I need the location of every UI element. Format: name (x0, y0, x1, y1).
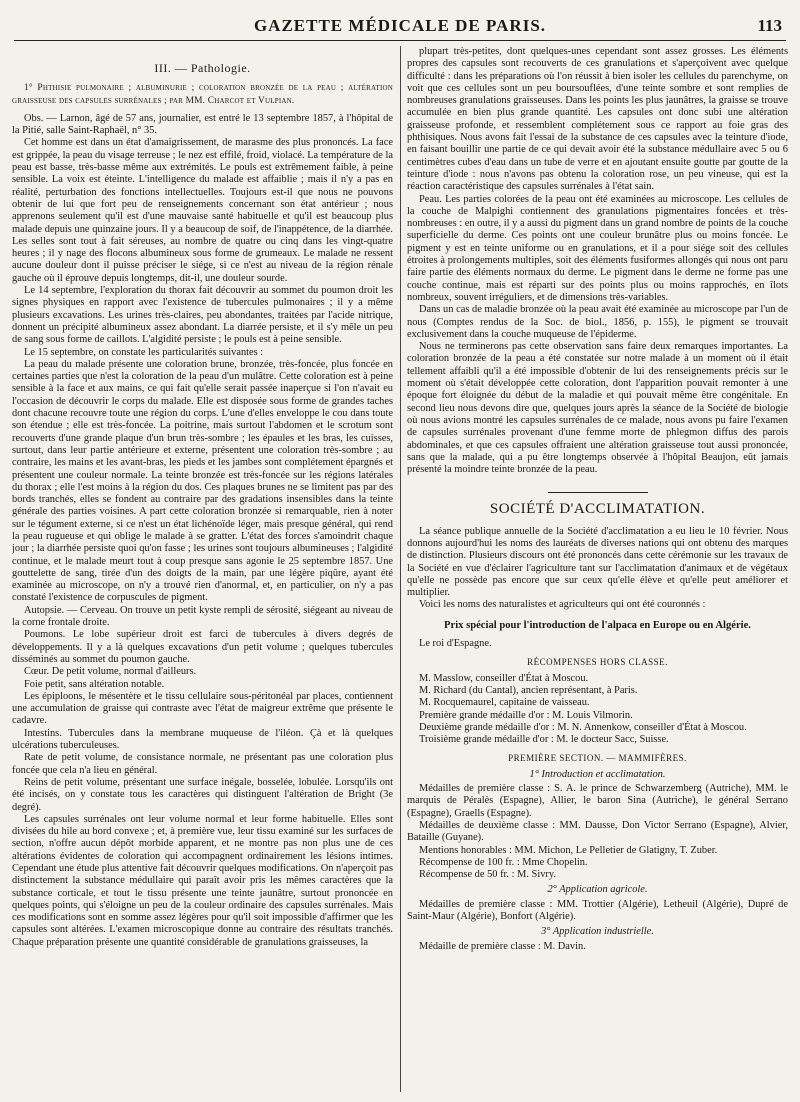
paragraph: Nous ne terminerons pas cette observation sans faire deux remarques importantes. La coloration bronzée de la peau a été constatée sur notre malade à un moment où il était tellement affaibli qu'il a été impossible d'obtenir de lui des renseignements précis sur le moment où s'était développée cette coloration, dont l'apparition pouvait remonter à une époque fort éloignée du début de la maladie et qui pouvait même être congénitale. En second lieu nous devons dire que, quelques jours après la séance de la Société de biologie où nous avions montré les capsules surrénales de ce malade, nous avons pu faire l'examen de capsules surrénales provenant d'une femme morte de phlegmon diffus des parois abdominales, et que ces capsules offraient une altération graisseuse tout aussi prononcée, sans que la malade, qui a pu être longtemps observée à l'hôpital Beaujon, eût jamais présenté la moindre teinte bronzée de la peau. (407, 341, 788, 476)
list-item: M. Richard (du Cantal), ancien représentant, à Paris. (419, 684, 638, 696)
prix-winner: Le roi d'Espagne. (419, 638, 492, 650)
sub3-title: 3° Application industrielle. (541, 926, 654, 938)
list-item: Récompense de 100 fr. : Mme Chopelin. (419, 856, 588, 868)
list-item: M. Masslow, conseiller d'État à Moscou. (419, 672, 589, 684)
list-item: Première grande médaille d'or : M. Louis Vilmorin. (419, 709, 633, 721)
list-item: M. Rocquemaurel, capitaine de vaisseau. (419, 697, 590, 709)
column-divider (400, 46, 401, 1092)
paragraph: Intestins. Tubercules dans la membrane muqueuse de l'iléon. Çà et là quelques ulcérations tuberculeuses. (12, 727, 393, 752)
right-column (407, 46, 788, 1094)
societe-title: SOCIÉTÉ D'ACCLIMATATION. (489, 501, 706, 518)
list-item: Médailles de deuxième classe : MM. Dausse, Don Victor Serrano (Espagne), Alvier, Bataille (Guyane). (407, 819, 788, 844)
list-item: Mentions honorables : MM. Michon, Le Pelletier de Glatigny, T. Zuber. (419, 844, 718, 856)
paragraph: Voici les noms des naturalistes et agriculteurs qui ont été couronnés : (419, 599, 706, 611)
sub3-list (407, 941, 788, 953)
list-item: Médailles de première classe : MM. Trottier (Algérie), Letheuil (Algérie), Dupré de Saint-Maur (Algérie), Bonfort (Algérie). (407, 898, 788, 922)
page-number: 113 (757, 16, 782, 35)
sub2-list (407, 899, 788, 924)
hors-classe-title: RÉCOMPENSES HORS CLASSE. (527, 657, 668, 668)
article-title: 1° Phthisie pulmonaire ; albuminurie ; coloration bronzée de la peau ; altération graisseuse des capsules surrénales ; par MM. Charcot et Vulpian. (12, 83, 393, 106)
section-rule (548, 492, 648, 493)
prix-title: Prix spécial pour l'introduction de l'alpaca en Europe ou en Algérie. (444, 619, 751, 631)
section-title: III. — Pathologie. (154, 61, 251, 75)
paragraph: Les capsules surrénales ont leur volume normal et leur forme habituelle. Elles sont divisées du hile au bord convexe ; et, à première vue, leur tissu examiné sur les surfaces de section, n'offre aucun dépôt morbide apparent, et ne montre pas non plus une de ces altérations évidentes de coloration qui accompagnent ordinairement les lésions intimes. Cependant une étude plus attentive fait découvrir quelques modifications. On n'aperçoit pas distinctement la substance médullaire qui paraît avoir pris les mêmes caractères que la substance corticale, et tout le tissu présente une teinte jaunâtre, surtout prononcée en quelques points, qui s'éloigne un peu de la couleur ordinaire des capsules surrénales. Mais ces modifications sont en somme assez légères pour qu'il soit impossible d'affirmer que les capsules sont altérées. L'examen microscopique donne au contraire des résultats tranchés. Chaque préparation présente une quantité considérable de granulations graisseuses, la (12, 813, 393, 948)
sub1-title: 1° Introduction et acclimatation. (529, 768, 666, 780)
list-item: Troisième grande médaille d'or : M. le docteur Sacc, Suisse. (419, 734, 669, 746)
list-item: Médailles de première classe : S. A. le prince de Schwarzemberg (Autriche), MM. le marquis de Péralès (Espagne), Allier, le baron Sina (Autriche), le général Serrano (Espagne), Graells (Espagne). (407, 783, 788, 819)
paragraph: Peau. Les parties colorées de la peau ont été examinées au microscope. Les cellules de la couche de Malpighi contiennent des granulations pigmentaires foncées et très-nombreuses : en outre, il y a aussi du pigment dans un grand nombre de points de la couche superficielle du derme. Ces points ont une couleur brunâtre plus ou moins foncée. Le pigment y est en teinte uniforme ou en granulations, et il a pour siége soit des cellules étroites à prolongements multiples, soit des éléments fusiformes allongés qui nous ont paru faire partie des éléments normaux du derme. Le pigment dans le derme ne forme pas une couche continue, mais est réparti sur des points plus ou moins rapprochés, en îlots nombreux, souvent irréguliers, et de dimensions très-variables. (407, 193, 788, 303)
paragraph: Dans un cas de maladie bronzée où la peau avait été examinée au microscope par l'un de nous (Comptes rendus de la Soc. de biol., 1856, p. 155), le pigment se trouvait exclusivement dans la couche muqueuse de l'épiderme. (407, 304, 788, 340)
sub1-list (407, 783, 788, 881)
right-paragraphs (407, 46, 788, 476)
paragraph: Rate de petit volume, de consistance normale, ne présentant pas une coloration plus foncée que cela n'a lieu en général. (12, 752, 393, 776)
paragraph: La peau du malade présente une coloration brune, bronzée, très-foncée, plus foncée en certaines parties que n'est la coloration de la peau d'un mulâtre. Cette coloration est à peine sensible à la face et aux mains, ce qui fait qu'elle serait passée inaperçue si l'on n'avait eu l'occasion de découvrir le corps du malade. Elle est disposée sous forme de grandes taches dont chacune recouvre toute une région du corps. L'une d'elles enveloppe le cou dans toute son étendue ; elle est très-foncée. La poitrine, mais surtout l'abdomen et le scrotum sont recouverts d'une grande plaque d'un brun très-sombre ; les épaules et les bras, les cuisses, surtout, dans leur partie antérieure et externe, présentent une coloration très-sombre ; au contraire, les mains et les avant-bras, les pieds et les jambes sont complétement épargnés et présentent une couleur normale. La teinte bronzée est très-foncée sur les régions latérales du thorax ; elle l'est moins à la région du dos. Ces plaques brunes ne se limitent pas par des bords tranchés, elles se fondent au contraire par des gradations insensibles dans la teinte générale des parties voisines. A part cette coloration bronzée si remarquable, rien à noter sur le tégument externe, si ce n'est un état lichénoïde léger, mais presque général, qui rend la peau rugueuse et qui oblige le malade à se gratter. L'état des forces s'amoindrit chaque jour ; la diarrhée persiste quoi qu'on fasse ; les urines sont toujours albumineuses ; l'algidité continue, et le malade meurt tout à coup presque sans agonie le 25 septembre 1857. Une gouttelette de sang, tirée d'un des doigts de la main, par une légère piqûre, ayant été examinée au microscope, on n'y a trouvé rien d'anormal, et, en particulier, on n'y a pas constaté l'existence de corpuscules de pigment. (12, 358, 393, 604)
paragraph: Le 15 septembre, on constate les particularités suivantes : (24, 346, 264, 358)
paragraph: Obs. — Larnon, âgé de 57 ans, journalier, est entré le 13 septembre 1857, à l'hôpital de la Pitié, salle Saint-Raphaël, n° 35. (12, 112, 393, 137)
journal-title: GAZETTE MÉDICALE DE PARIS. (253, 16, 547, 35)
paragraph: La séance publique annuelle de la Société d'acclimatation a eu lieu le 10 février. Nous donnons aujourd'hui les noms des lauréats de diverses nations qui ont obtenu des marques de distinction. Plusieurs discours ont été prononcés dans cette cérémonie sur les travaux de la Société en vue d'éclairer l'agriculture tant sur l'acclimatation d'animaux et de végétaux qu'elle ne possède pas encore que sur ceux qu'elle élève et qu'elle peut améliorer et multiplier. (407, 525, 788, 599)
societe-paragraphs (407, 526, 788, 612)
list-item: Médaille de première classe : M. Davin. (419, 940, 586, 952)
list-item: Deuxième grande médaille d'or : M. N. Annenkow, conseiller d'État à Moscou. (419, 721, 747, 733)
hors-classe-list (407, 673, 788, 747)
paragraph: Cœur. De petit volume, normal d'ailleurs. (24, 666, 197, 678)
paragraph: Les épiploons, le mésentère et le tissu cellulaire sous-péritonéal par places, contiennent une accumulation de graisse qui contraste avec l'état de maigreur extrême que présente le cadavre. (12, 690, 393, 727)
paragraph: plupart très-petites, dont quelques-unes cependant sont assez grosses. Les éléments propres des capsules sont recouverts de ces granulations et s'aperçoivent avec quelque difficulté : dans les préparations où l'on réussit à bien isoler les cellules du parenchyme, on voit que ces cellules sont un peu boursouflées, d'une teinte sombre et sont remplies de nombreuses granulations graisseuses. Dans les points les plus jaunâtres, la graisse se trouve accumulée en bien plus grande quantité. Les capsules ont donc subi une altération graisseuse profonde, et ressemblent complétement sous ce rapport au foie gras des phthisiques. Nous avons fait l'essai de la substance de ces capsules avec la teinture d'iode, en faisant bouillir une partie de ce qui devait avoir été la substance médullaire avec 5 ou 6 centimètres cubes d'eau dans un tube de verre et en ajoutant ensuite goutte par goutte de la teinture d'iode : nous n'avons pas obtenu la coloration rose, un peu vineuse, qui est la réaction caractéristique des capsules surrénales à l'état sain. (407, 46, 788, 193)
paragraph: Reins de petit volume, présentant une surface inégale, bosselée, lobulée. Lorsqu'ils ont été incisés, on y constate tous les caractères qui distinguent l'altération de Bright (3e degré). (12, 776, 393, 813)
page-header (14, 14, 786, 41)
left-paragraphs (12, 113, 393, 949)
section1-title: PREMIÈRE SECTION. — MAMMIFÈRES. (508, 753, 687, 764)
paragraph: Cet homme est dans un état d'amaigrissement, de marasme des plus prononcés. La face est grippée, la peau du visage terreuse ; le nez est effilé, froid, violacé. La température de la peau est basse, très-basse même aux extrémités. Le pouls est extrêmement faible, à peine sensible. La voix est éteinte. L'intelligence du malade est affaiblie ; mais il n'y a pas en réalité, perturbation des fonctions intellectuelles. Toujours est-il que nous ne pouvons obtenir de lui que fort peu de renseignements concernant son état antérieur ; nous apprenons seulement qu'il est d'une mauvaise santé habituelle et qu'il est beaucoup plus malade depuis une quinzaine jours. Il y a beaucoup de soif, de l'inappétence, de la diarrhée. Les selles sont tout à fait séreuses, au nombre de quatre ou cinq dans les vingt-quatre heures ; il y nage des flocons albumineux sous forme de grumeaux. Le malade ne ressent aucune douleur dont il puisse préciser le siége, si ce n'est au niveau de la région rénale gauche où il éprouve depuis longtemps, dit-il, une douleur sourde. (12, 137, 393, 284)
paragraph: Le 14 septembre, l'exploration du thorax fait découvrir au sommet du poumon droit les signes physiques en rapport avec l'existence de tubercules pulmonaires ; il y a même plusieurs excavations. Les urines très-claires, peu abondantes, traitées par l'acide nitrique, donnent un précipité albumineux assez abondant. La diarrée persiste, et il s'y mêle un peu de sang sous forme de caillots. L'algidité persiste ; le pouls est à peine sensible. (12, 285, 393, 346)
sub2-title: 2° Application agricole. (547, 884, 648, 896)
paragraph: Poumons. Le lobe supérieur droit est farci de tubercules à divers degrés de développements. Il y a là quelques excavations d'un petit volume ; quelques tubercules disséminés au sommet du poumon gauche. (12, 629, 393, 665)
left-column (12, 46, 393, 1094)
paragraph: Autopsie. — Cerveau. On trouve un petit kyste rempli de sérosité, siégeant au niveau de la corne frontale droite. (12, 604, 393, 629)
list-item: Récompense de 50 fr. : M. Sivry. (419, 869, 556, 881)
paragraph: Foie petit, sans altération notable. (24, 678, 165, 690)
